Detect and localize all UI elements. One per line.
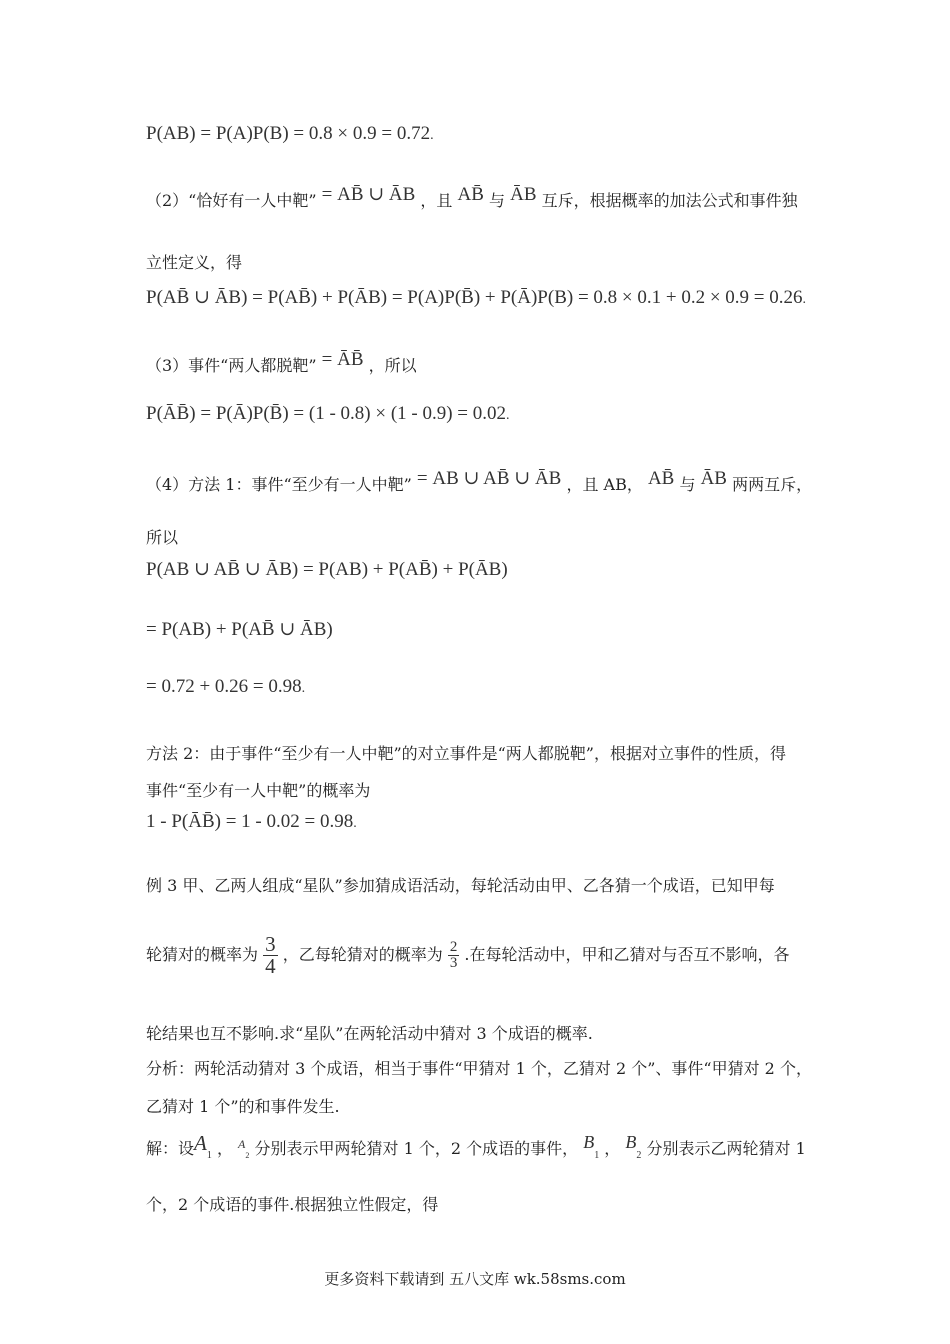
- text: 乙猜对 1 个”的和事件发生.: [146, 1097, 340, 1116]
- text-line-19: [146, 1094, 340, 1117]
- fraction-two-thirds: [448, 940, 460, 971]
- text-line-21: [146, 1192, 438, 1215]
- separator: ，: [216, 1139, 233, 1158]
- text: 方法 2：由于事件“至少有一人中靶”的对立事件是“两人都脱靶”，根据对立事件的性质，得: [146, 744, 786, 763]
- text: 轮猜对的概率为: [146, 945, 259, 964]
- numerator: 3: [265, 932, 276, 956]
- inline-math: = ĀB̄: [321, 349, 364, 370]
- text: 分析：两轮活动猜对 3 个成语，相当于事件“甲猜对 1 个，乙猜对 2 个”、事件“甲猜对 2 个，: [146, 1059, 812, 1078]
- equation-line-14: [146, 811, 357, 833]
- text-line-17: [146, 1021, 593, 1044]
- text: （4）方法 1：事件“至少有一人中靶”: [146, 475, 412, 494]
- period: .: [506, 408, 510, 423]
- text: 分别表示乙两轮猜对 1: [646, 1139, 806, 1158]
- text-line-12: [146, 741, 786, 764]
- text-line-18: [146, 1056, 812, 1079]
- text: 与: [489, 191, 506, 210]
- equation: P(AB) = P(A)P(B) = 0.8 × 0.9 = 0.72: [146, 123, 431, 144]
- text-line-5: [146, 349, 417, 377]
- inline-math: = AB̄ ∪ ĀB: [321, 184, 416, 205]
- equation: = 0.72 + 0.26 = 0.98: [146, 676, 302, 697]
- text-line-15: [146, 873, 775, 896]
- inline-math: = AB ∪ AB̄ ∪ ĀB: [416, 468, 562, 489]
- text: （2）“恰好有一人中靶”: [146, 191, 317, 210]
- text-line-20: [146, 1131, 806, 1162]
- numerator: 2: [449, 939, 458, 955]
- subscript: 2: [245, 1151, 250, 1161]
- text: 事件“至少有一人中靶”的概率为: [146, 781, 371, 800]
- inline-math: AB̄: [647, 468, 675, 489]
- equation: P(AB ∪ AB̄ ∪ ĀB) = P(AB) + P(AB̄) + P(ĀB): [146, 559, 508, 580]
- equation-line-6: [146, 403, 510, 425]
- equation: P(AB̄ ∪ ĀB) = P(AB̄) + P(ĀB) = P(A)P(B̄) + P(Ā)P(B) = 0.8 × 0.1 + 0.2 × 0.9 = 0.26: [146, 287, 803, 308]
- denominator: 4: [265, 954, 276, 978]
- equation-line-10: [146, 618, 333, 641]
- text-line-3: [146, 250, 242, 273]
- text-line-13: [146, 778, 370, 801]
- equation: P(ĀB̄) = P(Ā)P(B̄) = (1 - 0.8) × (1 - 0.9) = 0.02: [146, 403, 507, 424]
- separator: ，: [604, 1139, 621, 1158]
- text-line-2: [146, 184, 798, 212]
- period: .: [802, 292, 807, 307]
- text-line-8: [146, 525, 178, 548]
- text: .在每轮活动中，甲和乙猜对与否互不影响，各: [464, 945, 790, 964]
- text: ，乙每轮猜对的概率为: [282, 945, 443, 964]
- var-B: B: [583, 1132, 595, 1152]
- inline-math: AB̄: [457, 184, 484, 205]
- equation-line-9: [146, 558, 508, 581]
- page-footer: 更多资料下载请到 五八文库 wk.58sms.com: [324, 1270, 626, 1288]
- text: （3）事件“两人都脱靶”: [146, 356, 317, 375]
- period: .: [430, 128, 434, 143]
- text-line-7: [146, 468, 813, 496]
- inline-math: ĀB: [700, 468, 727, 489]
- text: 例 3 甲、乙两人组成“星队”参加猜成语活动，每轮活动由甲、乙各猜一个成语，已知甲每: [146, 876, 775, 895]
- var-A: A: [238, 1137, 246, 1151]
- subscript: 1: [206, 1150, 212, 1162]
- fraction-three-quarters: [263, 934, 278, 977]
- text: ，且: [420, 191, 453, 210]
- text: 互斥，根据概率的加法公式和事件独: [541, 191, 798, 210]
- text: 个，2 个成语的事件.根据独立性假定，得: [146, 1195, 439, 1214]
- text: 轮结果也互不影响.求“星队”在两轮活动中猜对 3 个成语的概率.: [146, 1024, 593, 1043]
- equation-line-11: [146, 676, 305, 698]
- equation: 1 - P(ĀB̄) = 1 - 0.02 = 0.98: [146, 811, 354, 832]
- text: 解：设: [146, 1139, 195, 1158]
- subscript: 2: [636, 1150, 642, 1162]
- denominator: 3: [449, 955, 458, 971]
- text: 立性定义，得: [146, 253, 243, 272]
- subscript: 1: [594, 1150, 600, 1162]
- period: .: [353, 816, 357, 831]
- equation: = P(AB) + P(AB̄ ∪ ĀB): [146, 619, 333, 640]
- var-A: A: [194, 1131, 207, 1155]
- text: ，所以: [368, 356, 417, 375]
- text: ，且 AB，: [566, 475, 643, 494]
- equation-line-1: [146, 123, 434, 145]
- var-B: B: [625, 1132, 637, 1152]
- text: 分别表示甲两轮猜对 1 个，2 个成语的事件，: [254, 1139, 579, 1158]
- period: .: [301, 681, 306, 696]
- text: 与: [679, 475, 696, 494]
- text-line-16: [146, 934, 790, 977]
- text: 两两互斥，: [732, 475, 813, 494]
- equation-line-4: [146, 286, 806, 309]
- text: 所以: [146, 528, 179, 547]
- inline-math: ĀB: [510, 184, 537, 205]
